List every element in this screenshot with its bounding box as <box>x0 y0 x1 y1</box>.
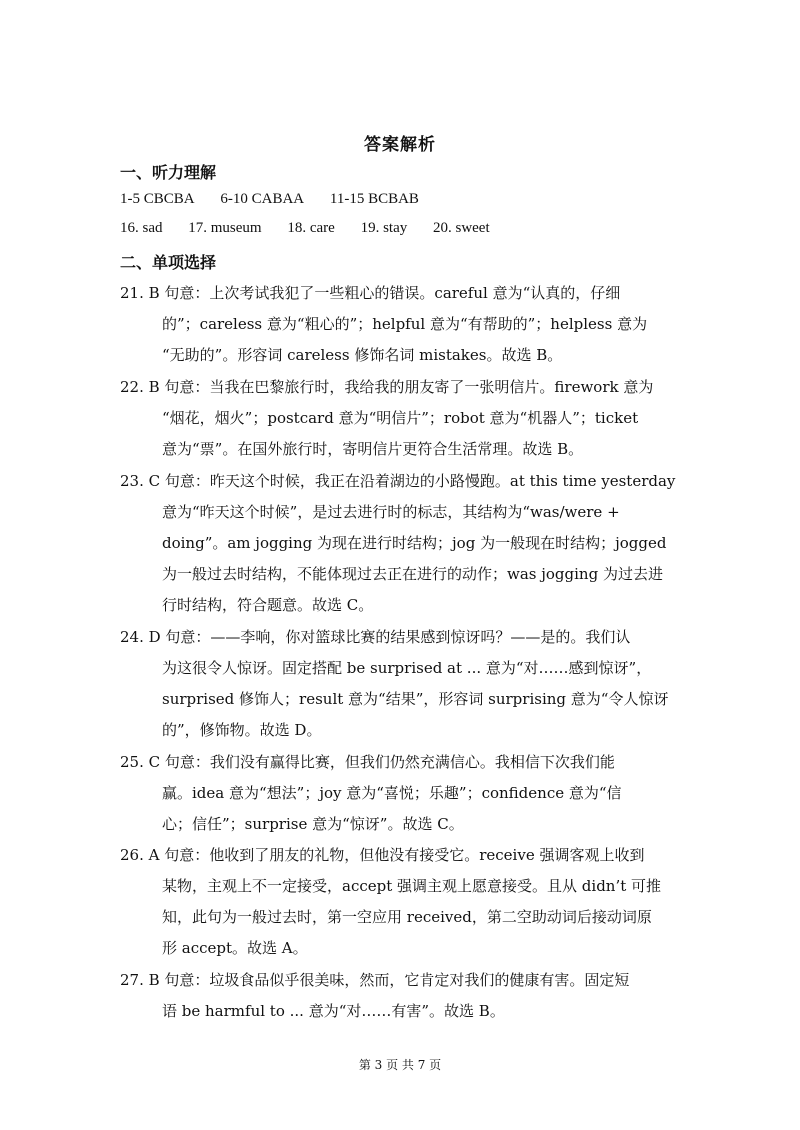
text-line: 为一般过去时结构，不能体现过去正在进行的动作；was jogging 为过去进 <box>162 565 663 583</box>
text-line: 行时结构，符合题意。故选 C。 <box>162 596 374 614</box>
answer-item: 18. care <box>287 220 335 236</box>
text-line: doing”。am jogging 为现在进行时结构；jog 为一般现在时结构；jogged <box>162 534 667 552</box>
text-line: 赢。idea 意为“想法”；joy 意为“喜悦；乐趣”；confidence 意为“信 <box>162 784 622 802</box>
text-line: “无助的”。形容词 careless 修饰名词 mistakes。故选 B。 <box>162 346 563 364</box>
question-23 <box>120 466 680 621</box>
answers-row-2 <box>120 220 512 237</box>
text-line: 意为“票”。在国外旅行时，寄明信片更符合生活常理。故选 B。 <box>162 440 584 458</box>
question-25 <box>120 747 680 840</box>
text-line: 21. B 句意：上次考试我犯了一些粗心的错误。careful 意为“认真的，仔细 <box>120 284 621 302</box>
answer-item: 19. stay <box>360 220 408 236</box>
text-line: 语 be harmful to ... 意为“对……有害”。故选 B。 <box>162 1002 505 1020</box>
text-line: 24. D 句意：——李响，你对篮球比赛的结果感到惊讶吗？——是的。我们认 <box>120 628 631 646</box>
answers-row-1 <box>120 191 441 208</box>
text-line: 为这很令人惊讶。固定搭配 be surprised at ... 意为“对……感到惊讶”， <box>162 659 652 677</box>
text-line: 心；信任”；surprise 意为“惊讶”。故选 C。 <box>162 815 464 833</box>
section-heading-single-choice: 二、单项选择 <box>120 253 217 272</box>
answer-group: 6-10 CABAA <box>220 191 305 207</box>
question-21 <box>120 278 680 371</box>
answer-item: 20. sweet <box>432 220 490 236</box>
answer-item: 16. sad <box>120 220 163 236</box>
answer-item: 17. museum <box>188 220 262 236</box>
answer-group: 1-5 CBCBA <box>120 191 195 207</box>
text-line: 意为“昨天这个时候”，是过去进行时的标志，其结构为“was/were + <box>162 503 620 521</box>
page-title: 答案解析 <box>364 135 436 155</box>
text-line: “烟花，烟火”；postcard 意为“明信片”；robot 意为“机器人”；ticket <box>162 409 639 427</box>
page-footer: 第 3 页 共 7 页 <box>358 1058 442 1072</box>
question-22 <box>120 372 680 465</box>
text-line: surprised 修饰人；result 意为“结果”，形容词 surprising 意为“令人惊讶 <box>162 690 669 708</box>
text-line: 25. C 句意：我们没有赢得比赛，但我们仍然充满信心。我相信下次我们能 <box>120 753 615 771</box>
question-24 <box>120 622 680 746</box>
section-heading-listening: 一、听力理解 <box>120 163 217 182</box>
question-27 <box>120 965 680 1027</box>
text-line: 的”；careless 意为“粗心的”；helpful 意为“有帮助的”；helpless 意为 <box>162 315 648 333</box>
text-line: 形 accept。故选 A。 <box>162 939 308 957</box>
text-line: 23. C 句意：昨天这个时候，我正在沿着湖边的小路慢跑。at this time yesterday <box>120 472 676 490</box>
text-line: 22. B 句意：当我在巴黎旅行时，我给我的朋友寄了一张明信片。firework 意为 <box>120 378 654 396</box>
text-line: 知，此句为一般过去时，第一空应用 received，第二空助动词后接动词原 <box>162 908 652 926</box>
text-line: 26. A 句意：他收到了朋友的礼物，但他没有接受它。receive 强调客观上收到 <box>120 846 645 864</box>
answer-group: 11-15 BCBAB <box>329 191 419 207</box>
text-line: 的”，修饰物。故选 D。 <box>162 721 322 739</box>
text-line: 27. B 句意：垃圾食品似乎很美味，然而，它肯定对我们的健康有害。固定短 <box>120 971 630 989</box>
question-26 <box>120 840 680 964</box>
text-line: 某物，主观上不一定接受，accept 强调主观上愿意接受。且从 didn’t 可推 <box>162 877 662 895</box>
